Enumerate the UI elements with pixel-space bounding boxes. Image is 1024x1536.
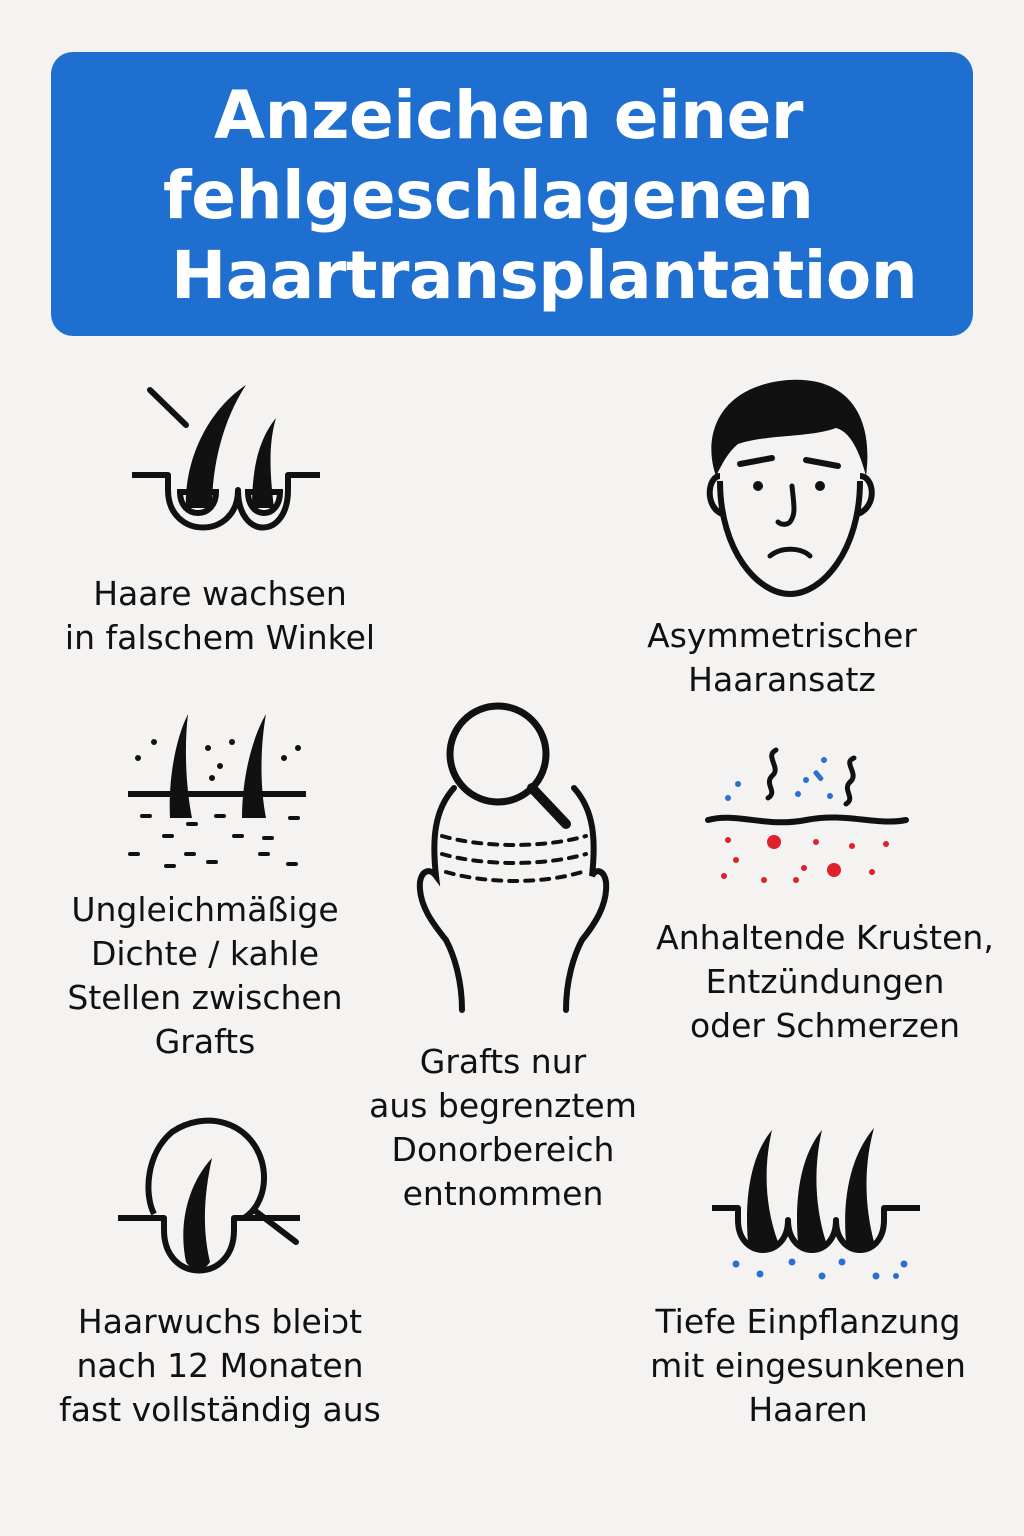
- title-line-1: Anzeichen einer: [214, 77, 803, 154]
- caption-line: Anhaltende Kruṡten,: [656, 918, 994, 957]
- title-line-2: fehlgeschlagenen: [163, 157, 814, 234]
- title-line-3: Haartransplantation: [171, 237, 918, 314]
- caption-line: oder Schmerzen: [689, 1006, 961, 1045]
- caption-limited-donor: [350, 1040, 656, 1216]
- caption-line: Haarwuchs bleiɔt: [77, 1302, 363, 1341]
- caption-uneven-density: [40, 888, 370, 1064]
- caption-asymmetric-hairline: [612, 614, 952, 702]
- caption-line: Dichte / kahle: [90, 934, 320, 973]
- caption-line: Asymmetrischer: [647, 616, 917, 655]
- uneven-density-icon: [124, 708, 314, 873]
- caption-line: Grafts nur: [419, 1042, 587, 1081]
- caption-line: entnommen: [402, 1174, 604, 1213]
- caption-line: in falschem Winkel: [64, 618, 376, 657]
- caption-line: mit eingesunkenen: [650, 1346, 966, 1385]
- caption-line: Entzündungen: [705, 962, 945, 1001]
- caption-line: Donorbereich: [391, 1130, 615, 1169]
- caption-no-growth: [30, 1300, 410, 1432]
- follicle-magnifier-icon: [114, 1114, 309, 1279]
- caption-deep-implant: [628, 1300, 988, 1432]
- caption-line: Grafts: [154, 1022, 256, 1061]
- head-magnifier-icon: [414, 700, 614, 1020]
- caption-inflammation: [640, 916, 1010, 1048]
- inflamed-skin-icon: [706, 740, 910, 890]
- asymmetric-face-icon: [698, 376, 883, 601]
- caption-line: Haaransatz: [688, 660, 876, 699]
- caption-line: Haaren: [748, 1390, 868, 1429]
- caption-line: Tiefe Einpflanzung: [655, 1302, 961, 1341]
- caption-wrong-angle: [40, 572, 400, 660]
- caption-line: fast vollständig aus: [59, 1390, 381, 1429]
- caption-line: nach 12 Monaten: [76, 1346, 364, 1385]
- hair-follicle-angle-icon: [128, 380, 328, 545]
- caption-line: Ungleichmäßige: [71, 890, 339, 929]
- deep-implant-hairs-icon: [708, 1124, 924, 1284]
- caption-line: Haare wachsen: [93, 574, 347, 613]
- caption-line: Stellen zwischen: [67, 978, 343, 1017]
- caption-line: aus begrenztem: [369, 1086, 637, 1125]
